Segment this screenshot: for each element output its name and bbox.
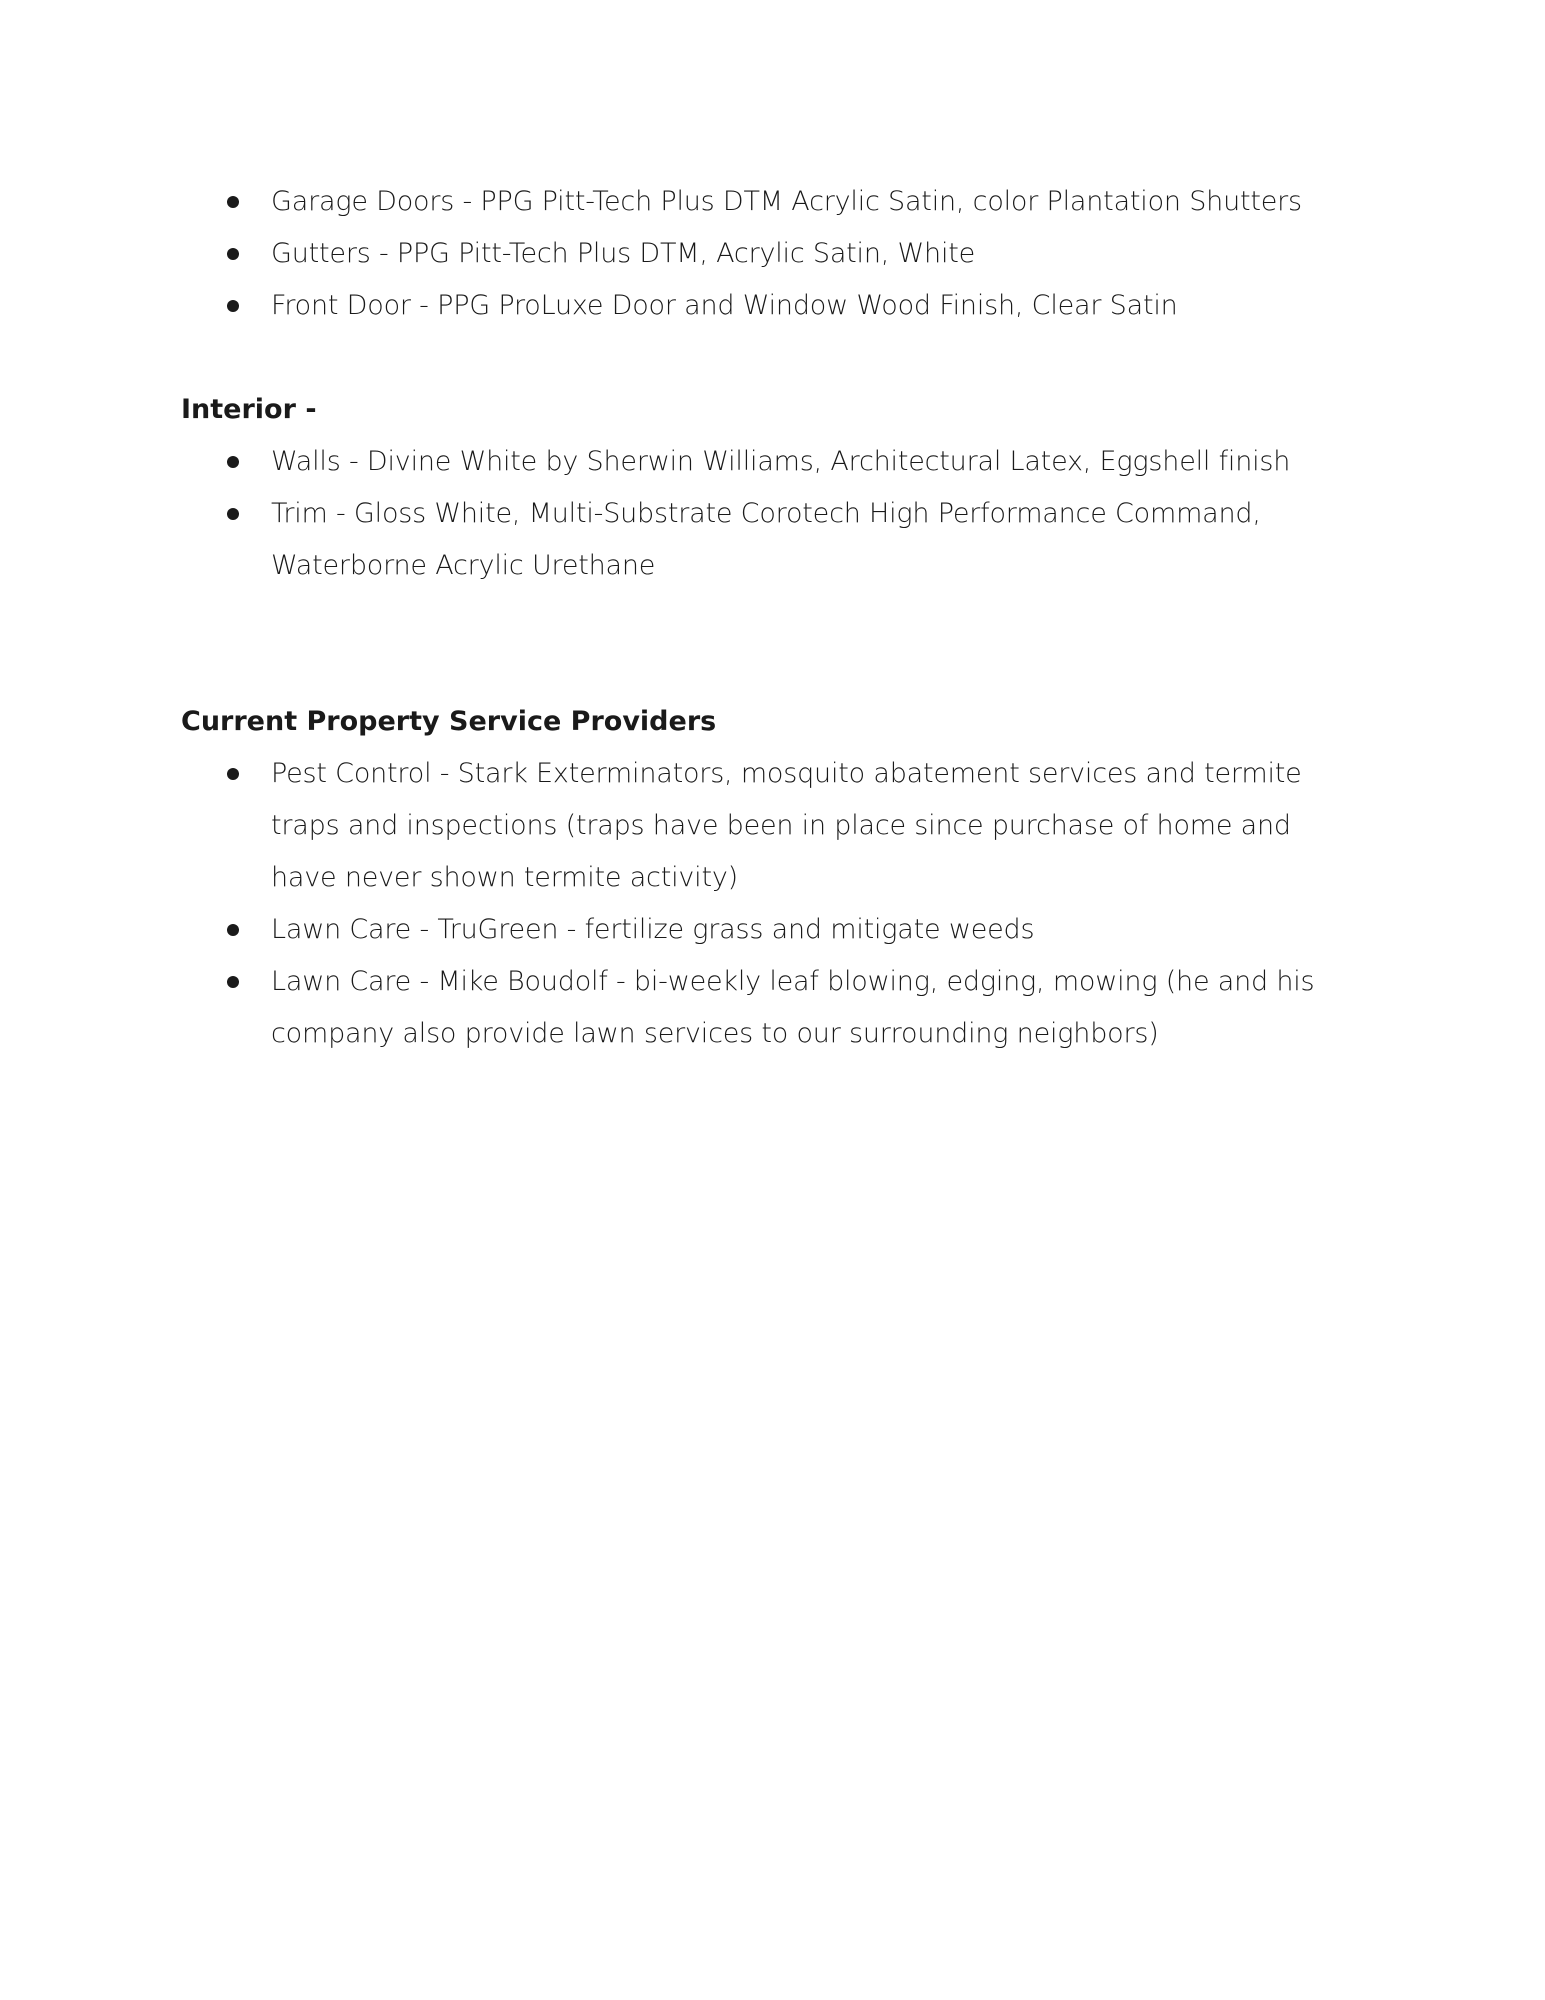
exterior-list [181, 176, 1361, 332]
list-item: Walls - Divine White by Sherwin Williams, Architectural Latex, Eggshell finish [181, 436, 1361, 488]
list-item: Gutters - PPG Pitt-Tech Plus DTM, Acrylic Satin, White [181, 228, 1361, 280]
spacer [181, 332, 1361, 384]
providers-list [181, 748, 1361, 1060]
interior-list [181, 436, 1361, 592]
list-item: Lawn Care - Mike Boudolf - bi-weekly leaf blowing, edging, mowing (he and his company also provide lawn services to our surrounding neighbors) [181, 956, 1361, 1060]
list-item: Trim - Gloss White, Multi-Substrate Corotech High Performance Command, Waterborne Acrylic Urethane [181, 488, 1361, 592]
list-item: Front Door - PPG ProLuxe Door and Window Wood Finish, Clear Satin [181, 280, 1361, 332]
interior-heading: Interior - [181, 394, 317, 425]
document-body [181, 176, 1361, 1060]
list-item: Garage Doors - PPG Pitt-Tech Plus DTM Acrylic Satin, color Plantation Shutters [181, 176, 1361, 228]
providers-heading: Current Property Service Providers [181, 706, 717, 737]
list-item: Lawn Care - TruGreen - fertilize grass and mitigate weeds [181, 904, 1361, 956]
list-item: Pest Control - Stark Exterminators, mosquito abatement services and termite traps and inspections (traps have been in place since purchase of home and have never shown termite activity) [181, 748, 1361, 904]
spacer [181, 592, 1361, 696]
